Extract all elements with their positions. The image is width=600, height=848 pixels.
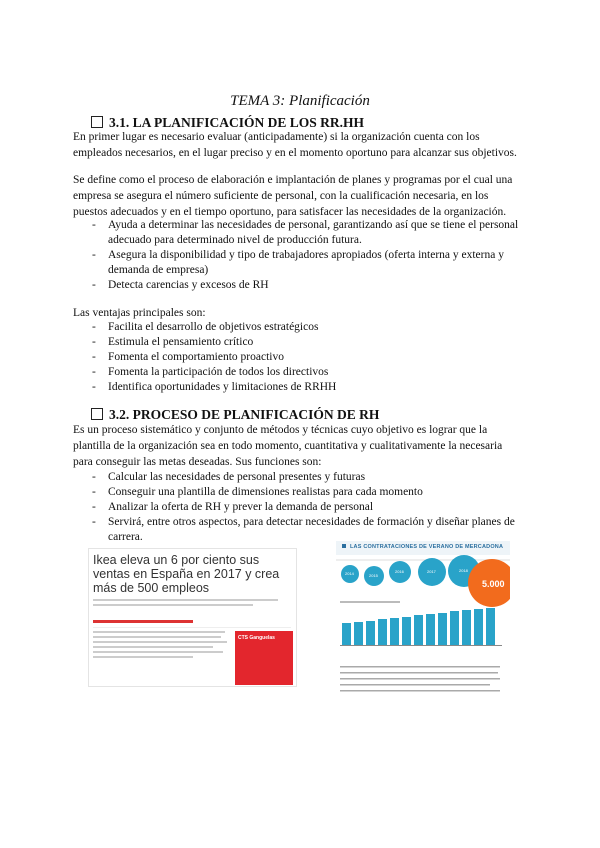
list-item: - Asegura la disponibilidad y tipo de trabajadores apropiados (oferta interna y externa y demanda de empresa) bbox=[92, 248, 520, 278]
news-article-image bbox=[88, 548, 297, 687]
section-1-bullets bbox=[92, 218, 520, 293]
ad-banner bbox=[235, 631, 293, 685]
bar-chart bbox=[342, 608, 495, 645]
list-item: - Facilita el desarrollo de objetivos estratégicos bbox=[92, 320, 520, 335]
infographic-header: LAS CONTRATACIONES DE VERANO DE MERCADONA bbox=[350, 544, 504, 550]
news-headline: Ikea eleva un 6 por ciento sus ventas en España en 2017 y crea más de 500 empleos bbox=[93, 553, 280, 595]
advantages-list bbox=[92, 320, 520, 395]
checkbox-icon bbox=[91, 408, 103, 420]
infographic-graphics bbox=[336, 541, 510, 696]
bubble-label: 2016 bbox=[395, 569, 404, 574]
checkbox-icon bbox=[91, 116, 103, 128]
section-heading-2-text: 3.2. PROCESO DE PLANIFICACIÓN DE RH bbox=[109, 407, 380, 422]
list-item: - Detecta carencias y excesos de RH bbox=[92, 278, 520, 293]
bubble-label: 2015 bbox=[369, 573, 378, 578]
section-heading-1-text: 3.1. LA PLANIFICACIÓN DE LOS RR.HH bbox=[109, 115, 365, 130]
list-item: - Analizar la oferta de RH y prever la demanda de personal bbox=[92, 500, 520, 515]
bubble-label: 2018 bbox=[459, 568, 468, 573]
news-body-lines bbox=[93, 631, 228, 671]
section-heading-2 bbox=[91, 407, 379, 423]
divider bbox=[93, 627, 291, 628]
bubble-label: 2017 bbox=[427, 569, 436, 574]
news-subtitle-lines bbox=[93, 599, 283, 613]
section-2-bullets bbox=[92, 470, 520, 545]
section-1-intro: En primer lugar es necesario evaluar (anticipadamente) si la organización cuenta con los empleados necesarios, en el lugar preciso y en el momento oportuno para alcanzar sus objetivos. bbox=[73, 131, 517, 159]
list-item: - Ayuda a determinar las necesidades de personal, garantizando así que se tiene el personal adecuado para determinado nivel de producción futura. bbox=[92, 218, 520, 248]
list-item: - Servirá, entre otros aspectos, para detectar necesidades de formación y diseñar planes de carrera. bbox=[92, 515, 520, 545]
list-item: - Fomenta el comportamiento proactivo bbox=[92, 350, 520, 365]
section-1-definition: Se define como el proceso de elaboración e implantación de planes y programas por el cual una empresa se asegura el número suficiente de personal, con la cualificación necesaria, en los puestos adecuados y en el tiempo oportuno, para satisfacer las necesidades de la organización. bbox=[73, 174, 513, 218]
infographic-image bbox=[336, 541, 510, 696]
ad-label: CTS Ganguelas bbox=[238, 635, 275, 641]
list-item: - Conseguir una plantilla de dimensiones realistas para cada momento bbox=[92, 485, 520, 500]
news-byline bbox=[93, 620, 193, 623]
list-item: - Estimula el pensamiento crítico bbox=[92, 335, 520, 350]
bubble-label: 2014 bbox=[345, 571, 354, 576]
advantages-intro: Las ventajas principales son: bbox=[73, 307, 206, 319]
highlight-value: 5.000 bbox=[482, 579, 505, 589]
section-2-intro: Es un proceso sistemático y conjunto de métodos y técnicas cuyo objetivo es lograr que la plantilla de la organización sea en todo momento, cuantitativa y cualitativamente la necesaria para conseguir las metas deseadas. Sus funciones son: bbox=[73, 424, 503, 468]
list-item: - Identifica oportunidades y limitaciones de RRHH bbox=[92, 380, 520, 395]
page-title: TEMA 3: Planificación bbox=[230, 93, 370, 109]
list-item: - Calcular las necesidades de personal presentes y futuras bbox=[92, 470, 520, 485]
list-item: - Fomenta la participación de todos los directivos bbox=[92, 365, 520, 380]
